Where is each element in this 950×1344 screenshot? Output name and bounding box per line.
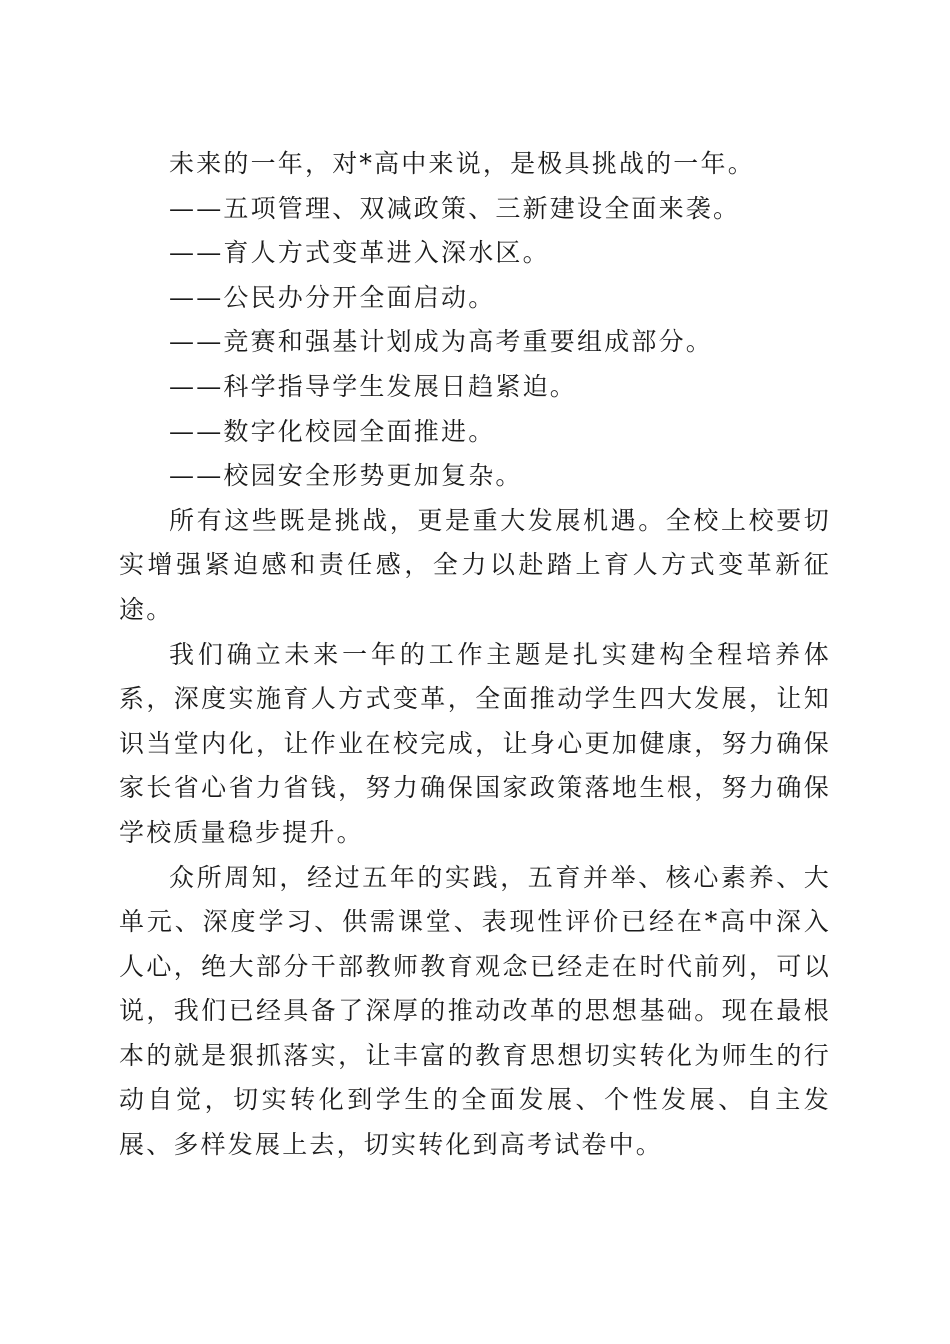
body-paragraph: 众所周知，经过五年的实践，五育并举、核心素养、大单元、深度学习、供需课堂、表现性评价已经在*高中深入人心，绝大部分干部教师教育观念已经走在时代前列，可以说，我们已经具备了深厚的推动改革的思想基础。现在最根本的就是狠抓落实，让丰富的教育思想切实转化为师生的行动自觉，切实转化到学生的全面发展、个性发展、自主发展、多样发展上去，切实转化到高考试卷中。 xyxy=(119,862,831,1160)
challenge-item: ——数字化校园全面推进。 xyxy=(169,416,496,446)
challenge-item: ——育人方式变革进入深水区。 xyxy=(169,238,550,268)
challenge-item: ——校园安全形势更加复杂。 xyxy=(169,461,523,491)
body-paragraph: 我们确立未来一年的工作主题是扎实建构全程培养体系，深度实施育人方式变革，全面推动学生四大发展，让知识当堂内化，让作业在校完成，让身心更加健康，努力确保家长省心省力省钱，努力确保国家政策落地生根，努力确保学校质量稳步提升。 xyxy=(119,639,831,847)
challenge-item: ——公民办分开全面启动。 xyxy=(169,282,496,312)
challenge-item: ——竞赛和强基计划成为高考重要组成部分。 xyxy=(169,327,714,357)
opening-line: 未来的一年，对*高中来说，是极具挑战的一年。 xyxy=(169,149,755,178)
challenge-item: ——五项管理、双减政策、三新建设全面来袭。 xyxy=(169,193,741,223)
body-paragraph: 所有这些既是挑战，更是重大发展机遇。全校上校要切实增强紧迫感和责任感，全力以赴踏上育人方式变革新征途。 xyxy=(119,505,831,624)
challenge-item: ——科学指导学生发展日趋紧迫。 xyxy=(169,371,578,401)
document-body xyxy=(119,142,831,1168)
